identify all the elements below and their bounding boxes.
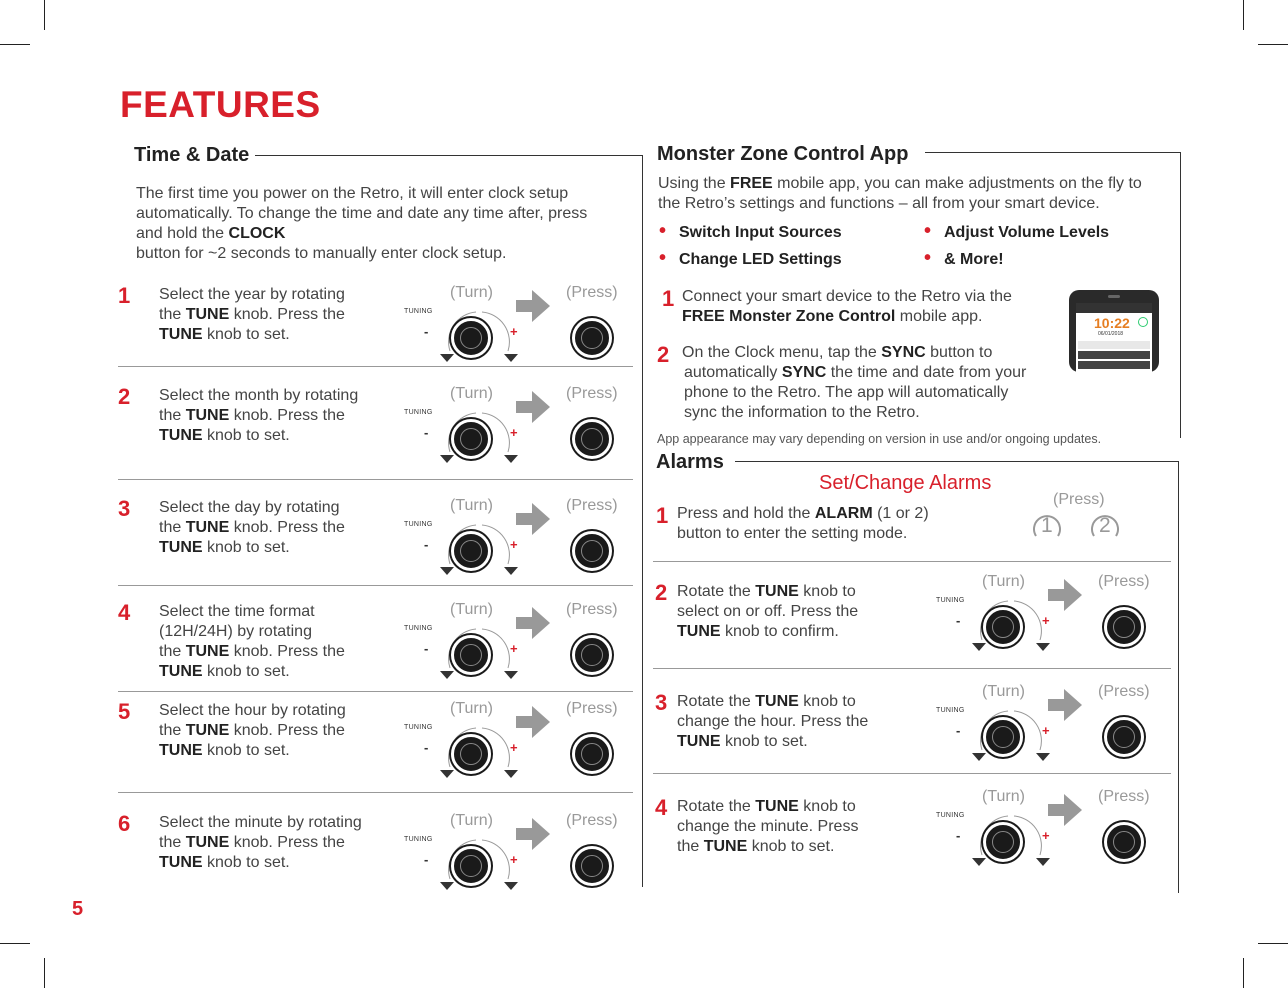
step-divider xyxy=(118,366,633,367)
phone-date: 06/01/2018 xyxy=(1098,331,1124,337)
arrow-head-icon xyxy=(532,290,550,322)
tuning-dial-graphic xyxy=(936,573,1176,653)
press-knob-icon xyxy=(572,531,612,571)
crop-mark xyxy=(0,943,30,944)
tuning-label: TUNING xyxy=(936,812,965,819)
step-divider xyxy=(118,691,633,692)
crop-mark xyxy=(0,44,30,45)
step-number: 5 xyxy=(118,699,131,724)
tuning-dial-graphic xyxy=(404,497,644,577)
step-text: Select the minute by rotating the TUNE knob. Press the TUNE knob to set. xyxy=(159,814,362,871)
minus-sign: - xyxy=(424,537,429,552)
step-number: 2 xyxy=(655,580,668,605)
tune-knob-icon xyxy=(451,635,491,675)
app-intro: Using the FREE mobile app, you can make adjustments on the fly to the Retro’s settings and functions – all from your smart device. xyxy=(658,175,1142,212)
step-number: 2 xyxy=(657,342,670,367)
press-label: (Press) xyxy=(566,284,618,301)
minus-sign: - xyxy=(424,740,429,755)
tuning-dial-graphic xyxy=(936,683,1176,763)
crop-mark xyxy=(1243,958,1244,988)
tuning-dial-graphic xyxy=(404,601,644,681)
section-rule xyxy=(1180,152,1181,438)
tune-knob-icon xyxy=(451,419,491,459)
tuning-label: TUNING xyxy=(404,836,433,843)
arrow-head-icon xyxy=(532,391,550,423)
crop-mark xyxy=(1258,44,1288,45)
step-number: 2 xyxy=(118,384,131,409)
arrow-head-icon xyxy=(1064,689,1082,721)
arrow-icon xyxy=(1048,589,1064,601)
step-divider xyxy=(118,792,633,793)
tuning-dial-graphic xyxy=(404,700,644,780)
phone-time: 10:22 xyxy=(1094,315,1130,331)
press-label: (Press) xyxy=(1098,683,1150,700)
arrow-icon xyxy=(516,401,532,413)
tuning-label: TUNING xyxy=(936,597,965,604)
press-label: (Press) xyxy=(1098,573,1150,590)
time-date-title: Time & Date xyxy=(134,144,255,167)
plus-sign: + xyxy=(1042,723,1050,738)
alarm-2-button[interactable]: 2 xyxy=(1091,512,1119,540)
arrow-head-icon xyxy=(532,503,550,535)
plus-sign: + xyxy=(1042,828,1050,843)
press-knob-icon xyxy=(1104,607,1144,647)
minus-sign: - xyxy=(956,613,961,628)
tuning-label: TUNING xyxy=(404,724,433,731)
step-text: Select the year by rotating the TUNE knob. Press the TUNE knob to set. xyxy=(159,286,345,343)
app-step-1: Connect your smart device to the Retro via the FREE Monster Zone Control mobile app. xyxy=(682,288,1012,325)
tuning-label: TUNING xyxy=(936,707,965,714)
feature-bullet: • & More! xyxy=(944,251,1004,269)
press-knob-icon xyxy=(572,635,612,675)
press-knob-icon xyxy=(1104,717,1144,757)
press-label: (Press) xyxy=(566,497,618,514)
step-text: Rotate the TUNE knob to change the minute. Press the TUNE knob to set. xyxy=(677,798,859,855)
plus-sign: + xyxy=(510,537,518,552)
step-number: 3 xyxy=(118,496,131,521)
turn-label: (Turn) xyxy=(450,700,493,717)
press-label: (Press) xyxy=(566,700,618,717)
arrow-head-icon xyxy=(532,607,550,639)
step-text: Select the hour by rotating the TUNE knob. Press the TUNE knob to set. xyxy=(159,702,346,759)
tuning-dial-graphic xyxy=(404,812,644,892)
tuning-label: TUNING xyxy=(404,409,433,416)
step-divider xyxy=(653,668,1171,669)
step-divider xyxy=(118,479,633,480)
press-knob-icon xyxy=(572,846,612,886)
press-label: (Press) xyxy=(566,601,618,618)
plus-sign: + xyxy=(510,641,518,656)
minus-sign: - xyxy=(956,828,961,843)
tune-knob-icon xyxy=(451,318,491,358)
step-number: 1 xyxy=(656,503,669,528)
tune-knob-icon xyxy=(983,607,1023,647)
step-divider xyxy=(118,585,633,586)
tune-knob-icon xyxy=(451,846,491,886)
arrow-icon xyxy=(516,617,532,629)
arrow-icon xyxy=(516,513,532,525)
plus-sign: + xyxy=(510,425,518,440)
turn-label: (Turn) xyxy=(450,601,493,618)
arrow-icon xyxy=(516,716,532,728)
minus-sign: - xyxy=(424,641,429,656)
turn-label: (Turn) xyxy=(982,788,1025,805)
minus-sign: - xyxy=(424,425,429,440)
turn-label: (Turn) xyxy=(982,573,1025,590)
section-rule xyxy=(735,461,1179,462)
page-number: 5 xyxy=(72,898,84,920)
step-text: Select the time format (12H/24H) by rotating the TUNE knob. Press the TUNE knob to set. xyxy=(159,603,345,680)
arrow-icon xyxy=(1048,804,1064,816)
tuning-dial-graphic xyxy=(404,385,644,465)
tuning-label: TUNING xyxy=(404,625,433,632)
arrow-head-icon xyxy=(1064,794,1082,826)
arrow-head-icon xyxy=(532,818,550,850)
alarms-subtitle: Set/Change Alarms xyxy=(819,472,992,494)
press-knob-icon xyxy=(572,318,612,358)
app-title: Monster Zone Control App xyxy=(657,143,914,166)
step-divider xyxy=(653,561,1171,562)
crop-mark xyxy=(1258,943,1288,944)
press-label: (Press) xyxy=(566,812,618,829)
tune-knob-icon xyxy=(451,531,491,571)
feature-bullet: • Adjust Volume Levels xyxy=(944,224,1109,242)
plus-sign: + xyxy=(510,852,518,867)
step-number: 1 xyxy=(118,283,131,308)
plus-sign: + xyxy=(510,324,518,339)
crop-mark xyxy=(1243,0,1244,30)
alarm-step-1: Press and hold the ALARM (1 or 2) button to enter the setting mode. xyxy=(677,505,929,542)
step-text: Select the month by rotating the TUNE knob. Press the TUNE knob to set. xyxy=(159,387,359,444)
step-text: Select the day by rotating the TUNE knob. Press the TUNE knob to set. xyxy=(159,499,345,556)
step-divider xyxy=(653,773,1171,774)
time-date-intro: The first time you power on the Retro, it will enter clock setup automatically. To change the time and date any time after, press and hold the CLOCK button for ~2 seconds to manually enter clock setup. xyxy=(136,185,588,262)
arrow-icon xyxy=(516,828,532,840)
press-label: (Press) xyxy=(566,385,618,402)
arrow-icon xyxy=(516,300,532,312)
feature-bullet: • Switch Input Sources xyxy=(679,224,842,242)
alarm-1-button[interactable]: 1 xyxy=(1033,512,1061,540)
arrow-icon xyxy=(1048,699,1064,711)
step-text: Rotate the TUNE knob to change the hour. Press the TUNE knob to set. xyxy=(677,693,869,750)
plus-sign: + xyxy=(510,740,518,755)
crop-mark xyxy=(44,958,45,988)
page-title: FEATURES xyxy=(120,84,321,125)
press-label: (Press) xyxy=(1098,788,1150,805)
tuning-label: TUNING xyxy=(404,308,433,315)
tuning-dial-graphic xyxy=(936,788,1176,868)
tune-knob-icon xyxy=(983,822,1023,862)
turn-label: (Turn) xyxy=(450,284,493,301)
app-note: App appearance may vary depending on version in use and/or ongoing updates. xyxy=(657,432,1102,446)
tuning-label: TUNING xyxy=(404,521,433,528)
minus-sign: - xyxy=(424,852,429,867)
feature-bullet: • Change LED Settings xyxy=(679,251,842,269)
turn-label: (Turn) xyxy=(450,812,493,829)
step-number: 4 xyxy=(655,795,668,820)
alarms-title: Alarms xyxy=(656,451,730,474)
step-number: 4 xyxy=(118,600,131,625)
section-rule xyxy=(1178,461,1179,893)
plus-sign: + xyxy=(1042,613,1050,628)
step-number: 6 xyxy=(118,811,131,836)
app-step-2: On the Clock menu, tap the SYNC button to automatically SYNC the time and date from your phone to the Retro. The app will automatically sync the information to the Retro. xyxy=(682,344,1027,421)
crop-mark xyxy=(44,0,45,30)
press-label: (Press) xyxy=(1053,491,1105,508)
step-number: 1 xyxy=(662,286,675,311)
turn-label: (Turn) xyxy=(450,497,493,514)
step-number: 3 xyxy=(655,690,668,715)
section-rule xyxy=(925,152,1181,153)
tuning-dial-graphic xyxy=(404,284,644,364)
arrow-head-icon xyxy=(532,706,550,738)
phone-illustration xyxy=(1069,290,1159,372)
step-text: Rotate the TUNE knob to select on or off. Press the TUNE knob to confirm. xyxy=(677,583,859,640)
press-knob-icon xyxy=(572,734,612,774)
arrow-head-icon xyxy=(1064,579,1082,611)
press-knob-icon xyxy=(572,419,612,459)
section-rule xyxy=(250,155,642,156)
tune-knob-icon xyxy=(983,717,1023,757)
press-knob-icon xyxy=(1104,822,1144,862)
turn-label: (Turn) xyxy=(982,683,1025,700)
turn-label: (Turn) xyxy=(450,385,493,402)
minus-sign: - xyxy=(956,723,961,738)
tune-knob-icon xyxy=(451,734,491,774)
minus-sign: - xyxy=(424,324,429,339)
